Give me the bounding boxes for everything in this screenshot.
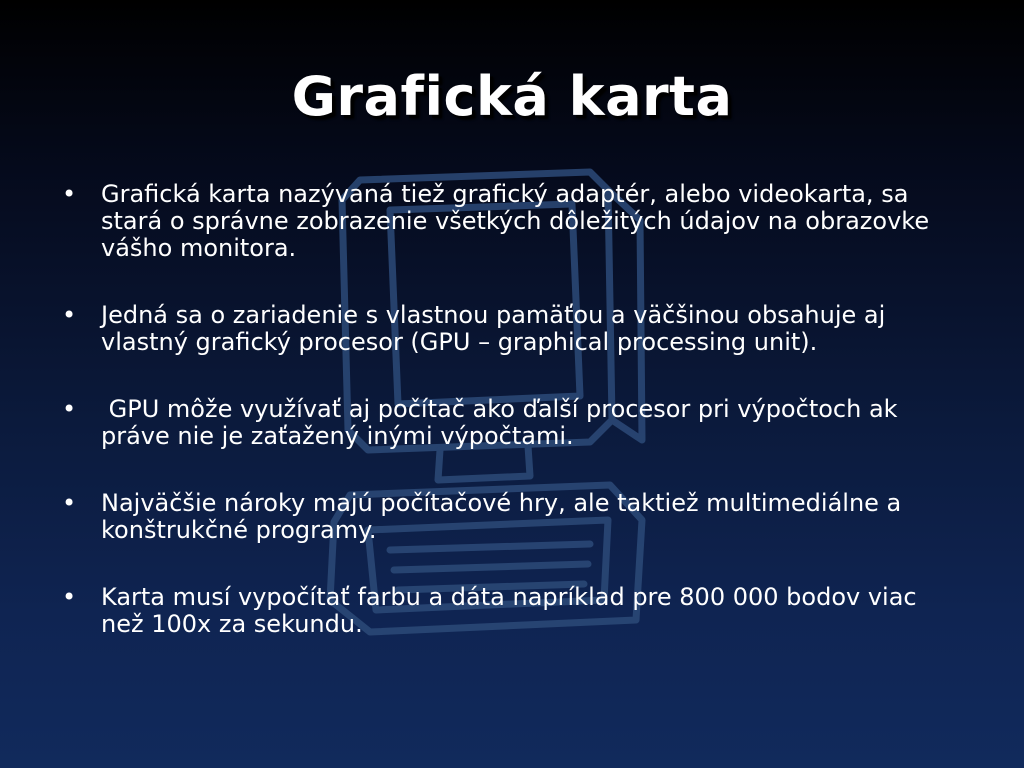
slide-title: Grafická karta [291,65,733,128]
list-item [60,396,960,450]
bullet-icon: • [62,180,77,208]
list-item [60,584,960,638]
list-item [60,181,960,262]
bullet-text: Grafická karta nazývaná tiež grafický adaptér, alebo videokarta, sa stará o správne zobrazenie všetkých dôležitých údajov na obrazovke vášho monitora. [101,180,930,262]
list-item [60,490,960,544]
list-item [60,302,960,356]
bullet-text: GPU môže využívať aj počítač ako ďalší procesor pri výpočtoch ak práve nie je zaťažený inými výpočtami. [101,395,906,450]
bullet-icon: • [62,489,77,517]
bullet-text: Najväčšie nároky majú počítačové hry, ale taktiež multimediálne a konštrukčné programy. [101,489,902,544]
bullet-icon: • [62,301,77,329]
bullet-text: Jedná sa o zariadenie s vlastnou pamäťou a väčšinou obsahuje aj vlastný grafický procesor (GPU – graphical processing unit). [101,301,886,356]
bullet-icon: • [62,583,77,611]
bullet-icon: • [62,395,77,423]
bullet-list [60,181,960,678]
bullet-text: Karta musí vypočítať farbu a dáta napríklad pre 800 000 bodov viac než 100x za sekundu. [101,583,917,638]
